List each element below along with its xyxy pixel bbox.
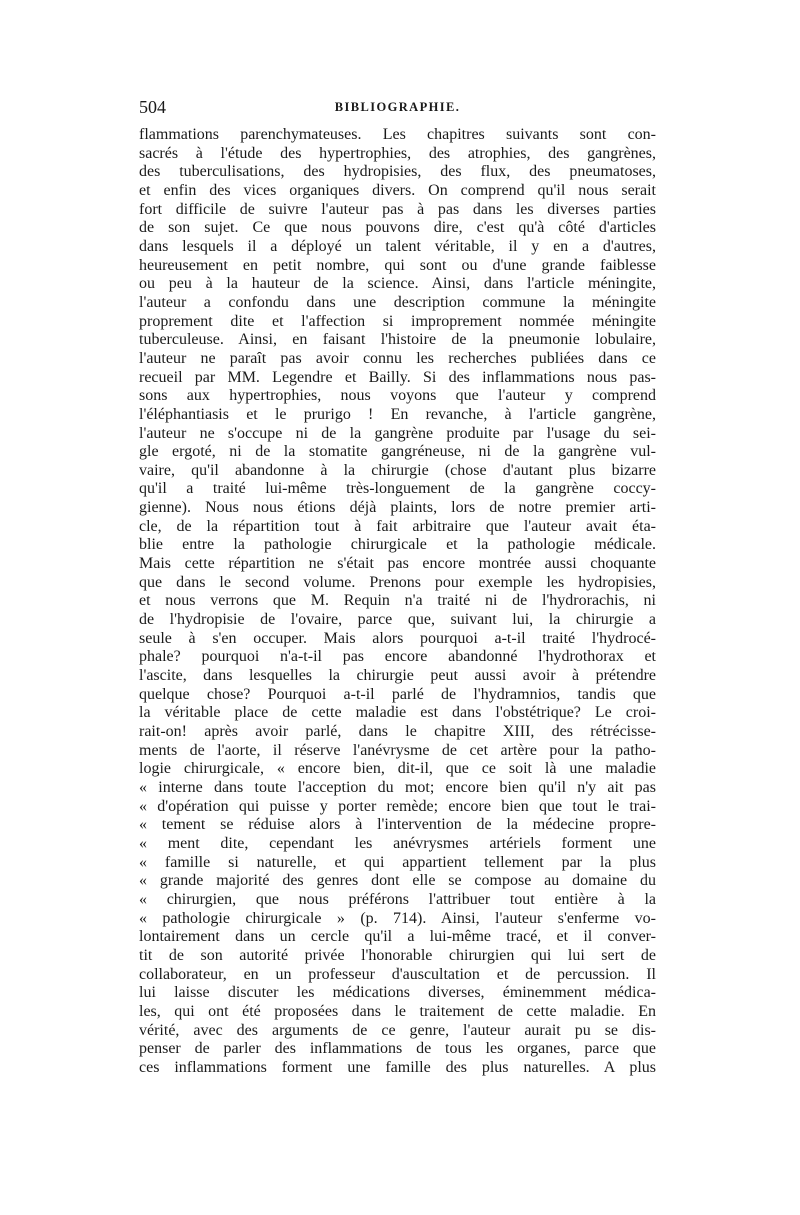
text-line: logie chirurgicale, « encore bien, dit-il, que ce soit là une maladie — [139, 760, 656, 778]
page-number: 504 — [139, 97, 166, 117]
text-line: l'auteur a confondu dans une description commune la méningite — [139, 293, 656, 311]
text-line: sacrés à l'étude des hypertrophies, des atrophies, des gangrènes, — [139, 144, 656, 162]
running-head — [139, 92, 656, 122]
text-line: blie entre la pathologie chirurgicale et la pathologie médicale. — [139, 536, 656, 554]
text-line: cle, de la répartition tout à fait arbitraire que l'auteur avait éta- — [139, 517, 656, 535]
text-line: et nous verrons que M. Requin n'a traité ni de l'hydrorachis, ni — [139, 592, 656, 610]
text-line: « famille si naturelle, et qui appartient tellement par la plus — [139, 853, 656, 871]
text-line: recueil par MM. Legendre et Bailly. Si des inflammations nous pas- — [139, 368, 656, 386]
text-line: flammations parenchymateuses. Les chapitres suivants sont con- — [139, 126, 656, 143]
text-line: Mais cette répartition ne s'était pas encore montrée aussi choquante — [139, 555, 656, 573]
text-line: lontairement dans un cercle qu'il a lui-même tracé, et il conver- — [139, 928, 656, 946]
text-line: l'auteur ne s'occupe ni de la gangrène produite par l'usage du sei- — [139, 424, 656, 442]
text-line: rait-on! après avoir parlé, dans le chapitre XIII, des rétrécisse- — [139, 723, 656, 740]
text-line: quelque chose? Pourquoi a-t-il parlé de l'hydramnios, tandis que — [139, 685, 656, 703]
text-line: seule à s'en occuper. Mais alors pourquoi a-t-il traité l'hydrocé- — [139, 629, 656, 647]
text-line: proprement dite et l'affection si improprement nommée méningite — [139, 312, 656, 330]
text-line: l'auteur ne paraît pas avoir connu les recherches publiées dans ce — [139, 349, 656, 367]
text-line: heureusement en petit nombre, qui sont ou d'une grande faiblesse — [139, 256, 656, 274]
text-line: tuberculeuse. Ainsi, en faisant l'histoire de la pneumonie lobulaire, — [139, 331, 656, 349]
text-line: phale? pourquoi n'a-t-il pas encore abandonné l'hydrothorax et — [139, 648, 656, 666]
text-line: « interne dans toute l'acception du mot; encore bien qu'il n'y ait pas — [139, 778, 656, 796]
text-line: penser de parler des inflammations de tous les organes, parce que — [139, 1040, 656, 1058]
text-line: ments de l'aorte, il réserve l'anévrysme de cet artère pour la patho- — [139, 741, 656, 759]
text-line: que dans le second volume. Prenons pour exemple les hydropisies, — [139, 573, 656, 591]
text-line: fort difficile de suivre l'auteur pas à pas dans les diverses parties — [139, 200, 656, 218]
text-line: l'ascite, dans lesquelles la chirurgie peut aussi avoir à prétendre — [139, 667, 656, 685]
text-line: qu'il a traité lui-même très-longuement de la gangrène coccy- — [139, 480, 656, 498]
text-line: sons aux hypertrophies, nous voyons que l'auteur y comprend — [139, 387, 656, 405]
text-line: gienne). Nous nous étions déjà plaints, lors de notre premier arti- — [139, 499, 656, 517]
text-line: « grande majorité des genres dont elle se compose au domaine du — [139, 872, 656, 890]
text-line: « d'opération qui puisse y porter remède; encore bien que tout le trai- — [139, 797, 656, 815]
body-text — [139, 126, 656, 1077]
text-line: « ment dite, cependant les anévrysmes artériels forment une — [139, 834, 656, 852]
text-line: de son sujet. Ce que nous pouvons dire, c'est qu'à côté d'articles — [139, 219, 656, 237]
text-line: ou peu à la hauteur de la science. Ainsi, dans l'article méningite, — [139, 275, 656, 293]
text-line: des tuberculisations, des hydropisies, des flux, des pneumatoses, — [139, 163, 656, 181]
text-line: les, qui ont été proposées dans le traitement de cette maladie. En — [139, 1002, 656, 1020]
text-line: vaire, qu'il abandonne à la chirurgie (chose d'autant plus bizarre — [139, 461, 656, 479]
text-line: tit de son autorité privée l'honorable chirurgien qui lui sert de — [139, 946, 656, 964]
text-line: ces inflammations forment une famille des plus naturelles. A plus — [139, 1058, 656, 1076]
text-line: et enfin des vices organiques divers. On comprend qu'il nous serait — [139, 181, 656, 199]
text-line: gle ergoté, ni de la stomatite gangréneuse, ni de la gangrène vul- — [139, 443, 656, 461]
text-line: lui laisse discuter les médications diverses, éminemment médica- — [139, 984, 656, 1002]
text-line: « pathologie chirurgicale » (p. 714). Ainsi, l'auteur s'enferme vo- — [139, 909, 656, 927]
text-line: l'éléphantiasis et le prurigo ! En revanche, à l'article gangrène, — [139, 405, 656, 423]
text-line: vérité, avec des arguments de ce genre, l'auteur aurait pu se dis- — [139, 1021, 656, 1039]
text-line: collaborateur, en un professeur d'auscultation et de percussion. Il — [139, 965, 656, 983]
text-line: dans lesquels il a déployé un talent véritable, il y en a d'autres, — [139, 237, 656, 255]
running-title: BIBLIOGRAPHIE. — [334, 100, 461, 114]
text-line: la véritable place de cette maladie est dans l'obstétrique? Le croi- — [139, 704, 656, 722]
text-line: de l'hydropisie de l'ovaire, parce que, suivant lui, la chirurgie a — [139, 611, 656, 629]
page — [139, 92, 656, 1077]
text-line: « chirurgien, que nous préférons l'attribuer tout entière à la — [139, 890, 656, 908]
text-line: « tement se réduise alors à l'intervention de la médecine propre- — [139, 816, 656, 834]
